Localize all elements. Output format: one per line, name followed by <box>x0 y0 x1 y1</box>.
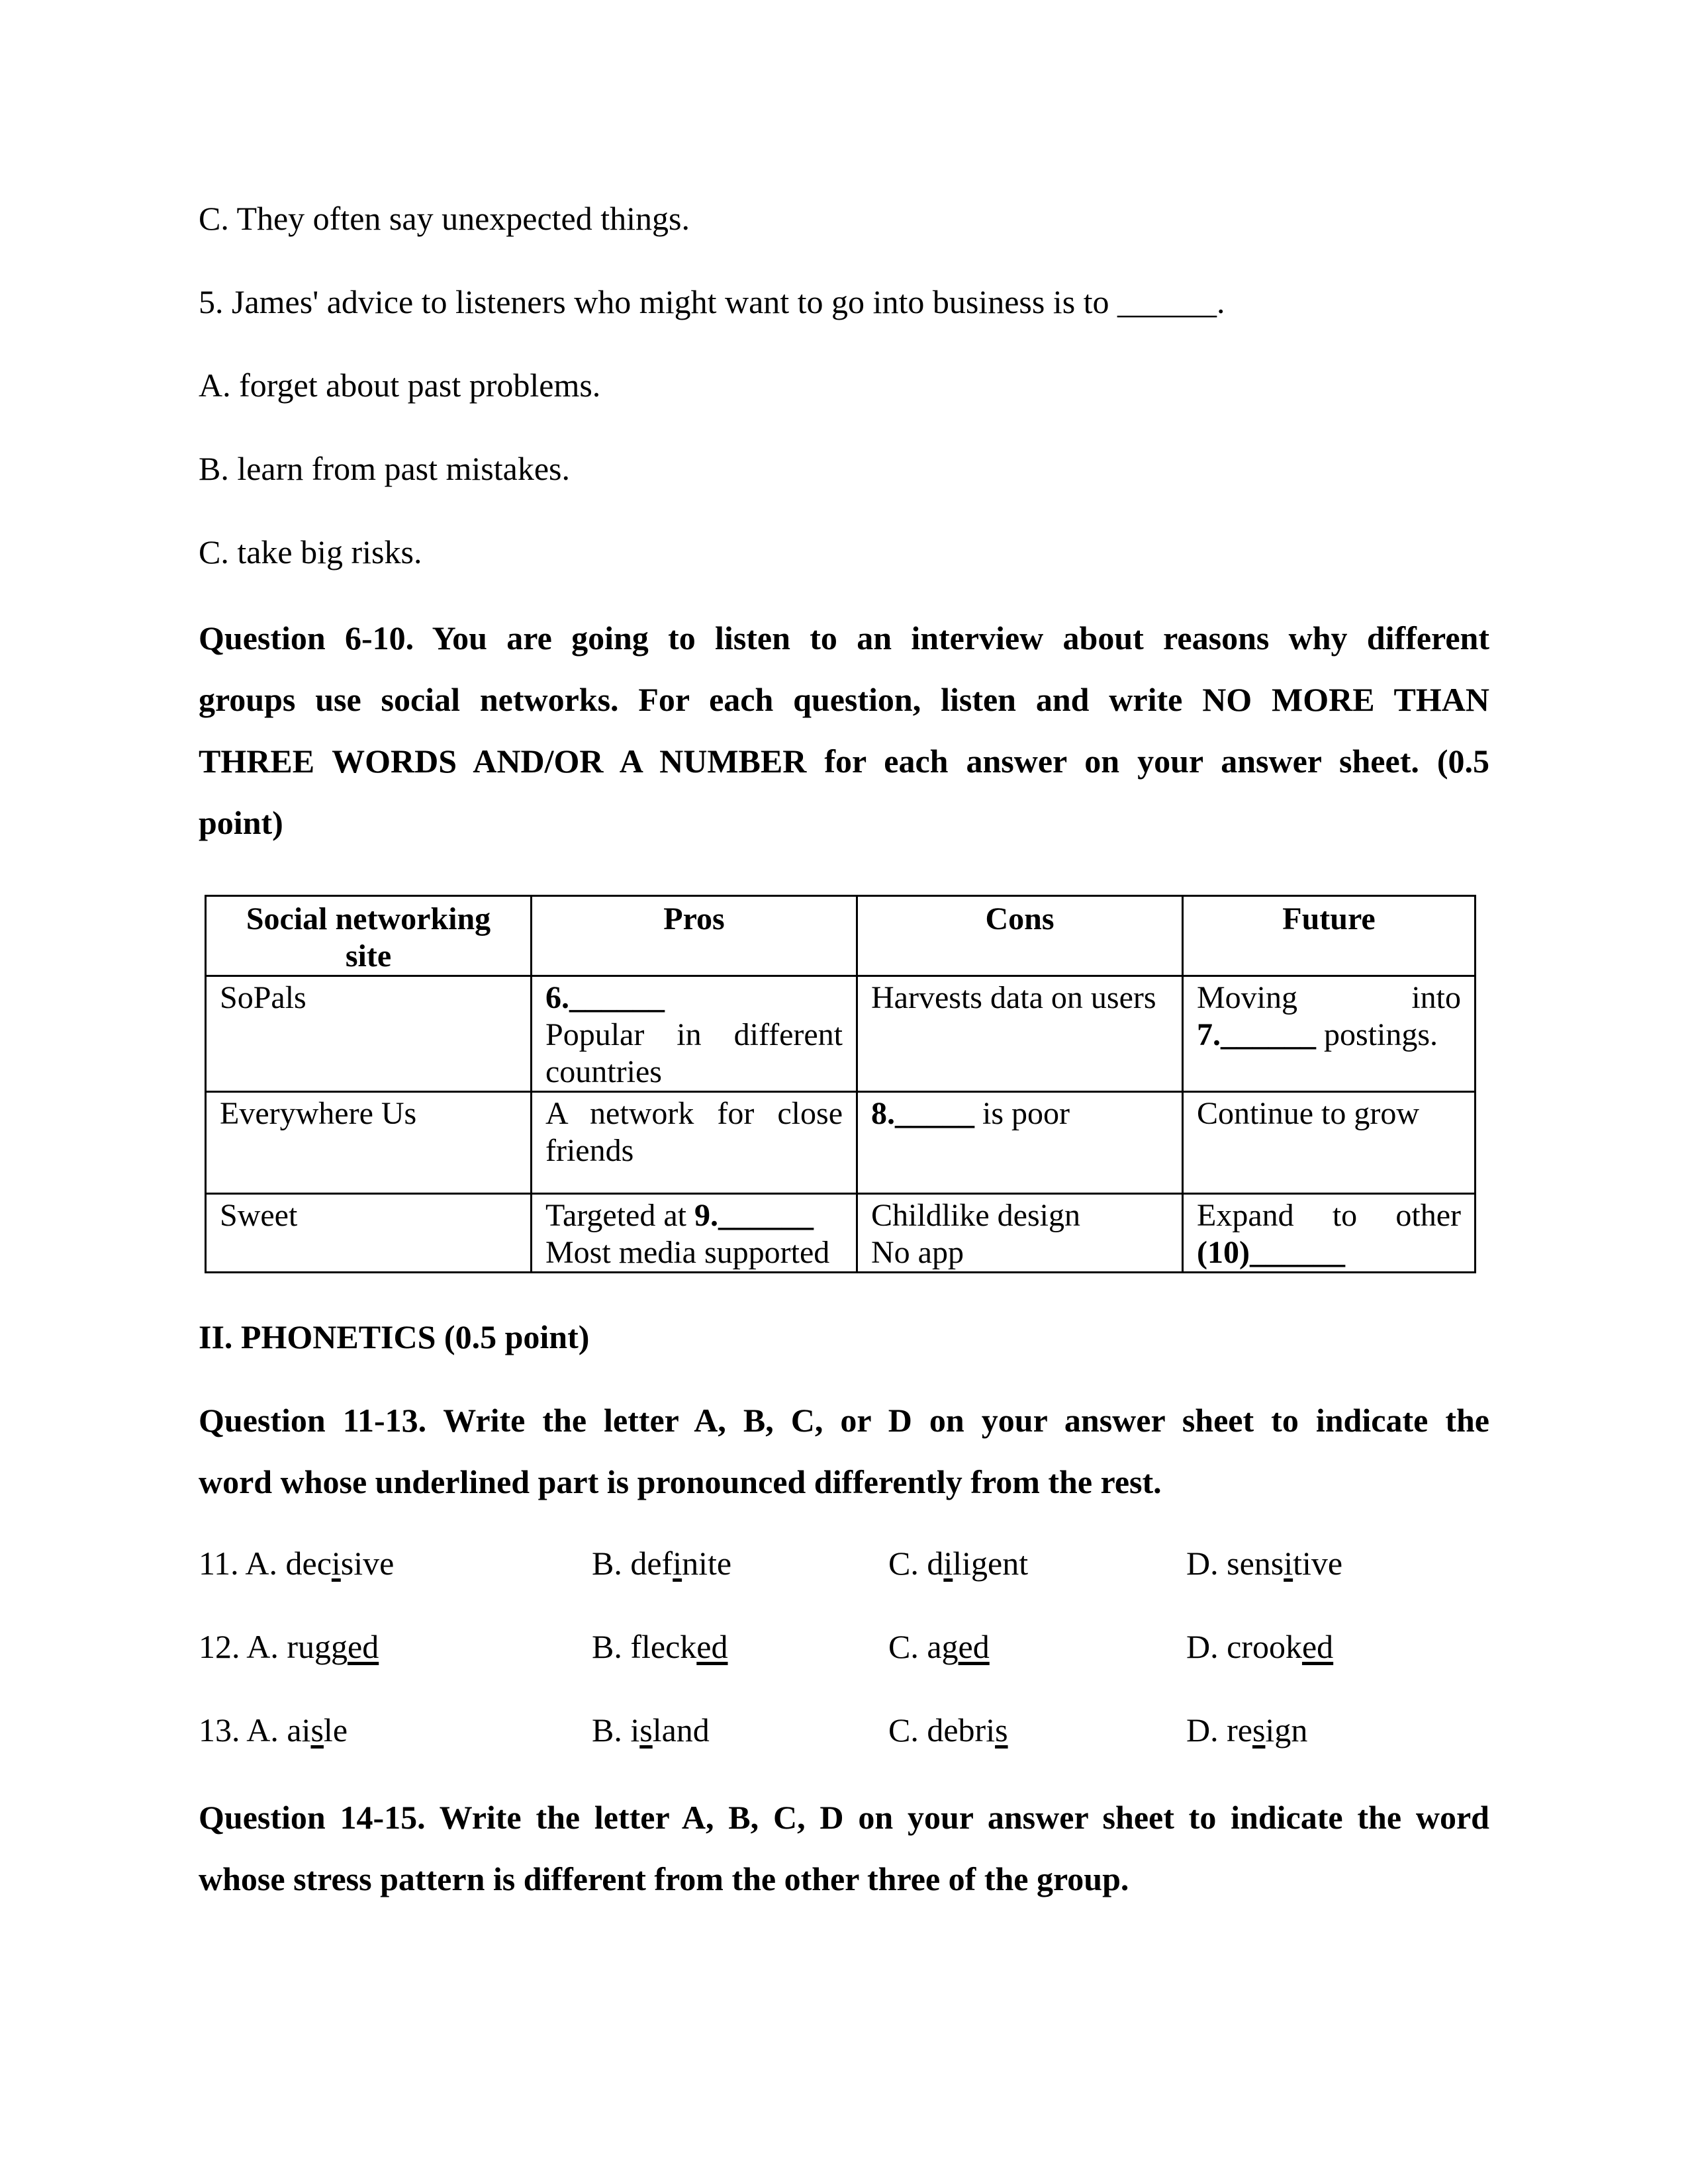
pros-cell <box>532 1194 857 1273</box>
item-number: 12. A. <box>199 1628 287 1665</box>
future-cell <box>1183 976 1476 1092</box>
answer-blank-7: 7.______ <box>1197 1017 1316 1052</box>
cons-text-2: No app <box>871 1235 964 1270</box>
future-cell: Continue to grow <box>1183 1092 1476 1194</box>
column-header: Cons <box>857 896 1183 976</box>
pros-cell <box>532 976 857 1092</box>
site-cell: Everywhere Us <box>206 1092 532 1194</box>
cons-cell: Harvests data on users <box>857 976 1183 1092</box>
instruction-line: groups use social networks. For each question, listen and write NO MORE THAN <box>199 681 1489 718</box>
option-a: 11. A. decisive <box>199 1545 395 1582</box>
future-text-2: postings. <box>1316 1017 1438 1052</box>
underlined-part: i <box>331 1545 341 1582</box>
site-cell: Sweet <box>206 1194 532 1273</box>
option-d: D. crooked <box>1186 1628 1334 1665</box>
instruction-line: Question 14-15. Write the letter A, B, C, D on your answer sheet to indicate the word <box>199 1799 1489 1836</box>
table-row <box>206 1092 1476 1194</box>
underlined-part: ed <box>696 1628 728 1665</box>
item-number: 13. A. <box>199 1711 287 1749</box>
item-number: 11. A. <box>199 1545 286 1582</box>
option-c-previous: C. They often say unexpected things. <box>199 200 690 237</box>
cons-text: Childlike design <box>871 1198 1080 1233</box>
table-header-row <box>206 896 1476 976</box>
table-row <box>206 1194 1476 1273</box>
instruction-line: word whose underlined part is pronounced differently from the rest. <box>199 1463 1162 1500</box>
option-c: C. diligent <box>888 1545 1029 1582</box>
future-text: Moving into <box>1197 980 1461 1015</box>
question-5-option-b: B. learn from past mistakes. <box>199 450 570 487</box>
column-header: Pros <box>532 896 857 976</box>
option-d: D. sensitive <box>1186 1545 1343 1582</box>
underlined-part: ed <box>348 1628 379 1665</box>
social-networks-table <box>205 895 1476 1273</box>
pros-text: Targeted at <box>545 1198 694 1233</box>
underlined-part: s <box>1252 1711 1266 1749</box>
pros-line <box>545 1197 843 1234</box>
pros-cell: A network for close friends <box>532 1092 857 1194</box>
underlined-part: i <box>943 1545 953 1582</box>
option-b: B. flecked <box>592 1628 728 1665</box>
option-b: B. definite <box>592 1545 732 1582</box>
underlined-part: i <box>1284 1545 1293 1582</box>
instruction-line: Question 11-13. Write the letter A, B, C, or D on your answer sheet to indicate the <box>199 1402 1489 1439</box>
pros-text-2: Most media supported <box>545 1235 830 1270</box>
underlined-part: ed <box>958 1628 990 1665</box>
cons-cell <box>857 1092 1183 1194</box>
option-d: D. resign <box>1186 1711 1308 1749</box>
option-a: 12. A. rugged <box>199 1628 379 1665</box>
answer-blank-9: 9.______ <box>694 1198 814 1233</box>
pros-text: Popular in different countries <box>545 1017 843 1089</box>
cons-cell <box>857 1194 1183 1273</box>
instruction-line: whose stress pattern is different from the other three of the group. <box>199 1860 1129 1897</box>
instruction-line: Question 6-10. You are going to listen to an interview about reasons why different <box>199 619 1489 657</box>
instruction-line: point) <box>199 804 283 841</box>
answer-blank-10: (10)______ <box>1197 1235 1345 1270</box>
column-header: Social networking site <box>206 896 532 976</box>
future-cell <box>1183 1194 1476 1273</box>
section-heading-phonetics: II. PHONETICS (0.5 point) <box>199 1318 590 1355</box>
option-b: B. island <box>592 1711 710 1749</box>
question-5-option-a: A. forget about past problems. <box>199 367 601 404</box>
question-14-15-instructions <box>199 1787 1489 1910</box>
question-5: 5. James' advice to listeners who might want to go into business is to ______. <box>199 283 1225 320</box>
underlined-part: ed <box>1301 1628 1334 1665</box>
underlined-part: i <box>673 1545 682 1582</box>
column-header: Future <box>1183 896 1476 976</box>
answer-blank-6: 6.______ <box>545 980 665 1015</box>
question-6-10-instructions <box>199 608 1489 854</box>
option-a: 13. A. aisle <box>199 1711 348 1749</box>
question-11-13-instructions <box>199 1390 1489 1513</box>
table-row <box>206 976 1476 1092</box>
underlined-part: s <box>639 1711 653 1749</box>
option-c: C. aged <box>888 1628 990 1665</box>
underlined-part: s <box>310 1711 324 1749</box>
option-c: C. debris <box>888 1711 1008 1749</box>
cons-text: is poor <box>974 1096 1070 1131</box>
instruction-line: THREE WORDS AND/OR A NUMBER for each answer on your answer sheet. (0.5 <box>199 743 1489 780</box>
site-cell: SoPals <box>206 976 532 1092</box>
underlined-part: s <box>995 1711 1008 1749</box>
question-5-option-c: C. take big risks. <box>199 533 422 570</box>
answer-blank-8: 8._____ <box>871 1096 974 1131</box>
future-line <box>1197 1017 1461 1054</box>
future-text: Expand to other <box>1197 1198 1461 1233</box>
